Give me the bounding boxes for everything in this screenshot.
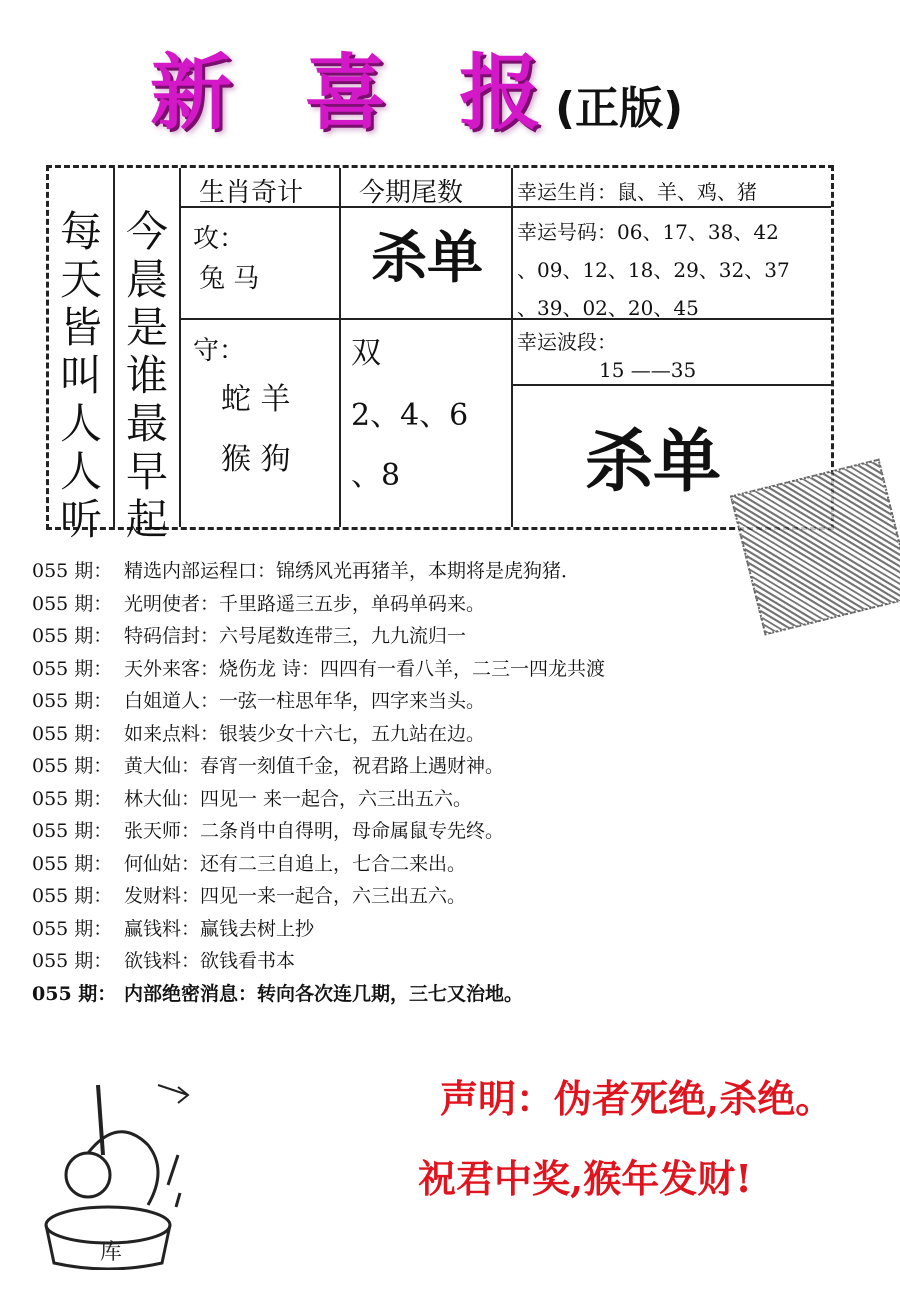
lucky-numbers-line3: 、39、02、20、45 bbox=[517, 296, 699, 320]
edition-label: (正版) bbox=[555, 83, 684, 134]
list-item bbox=[32, 719, 812, 752]
defend-label: 守： bbox=[193, 336, 246, 366]
attack-label: 攻： bbox=[193, 224, 246, 254]
period-label: 055 期： bbox=[32, 657, 113, 680]
attack-value: 兔 马 bbox=[199, 264, 260, 294]
tip-text: 黄大仙：春宵一刻值千金，祝君路上遇财神。 bbox=[124, 755, 505, 777]
divider bbox=[511, 384, 831, 386]
period-label: 055 期： bbox=[32, 917, 113, 940]
list-item bbox=[32, 556, 812, 589]
divider bbox=[179, 318, 511, 320]
header-tail-number: 今期尾数 bbox=[359, 178, 464, 208]
lucky-wave-label: 幸运波段： bbox=[517, 330, 617, 354]
defend-value-1: 蛇 羊 bbox=[221, 382, 291, 417]
tip-text: 张天师：二条肖中自得明，母命属鼠专先终。 bbox=[124, 820, 505, 842]
declaration: 声明：伪者死绝,杀绝。 bbox=[440, 1076, 834, 1121]
period-label: 055 期： bbox=[32, 722, 113, 745]
list-item bbox=[32, 914, 812, 947]
left-vertical-slogan: 每天皆叫人人听 bbox=[59, 207, 102, 544]
newspaper-title: 新 喜 报 bbox=[150, 45, 564, 141]
period-label: 055 期： bbox=[32, 950, 113, 972]
divider bbox=[511, 206, 831, 208]
list-item bbox=[32, 849, 812, 882]
wish-text: 祝君中奖,猴年发财! bbox=[418, 1156, 752, 1201]
period-label: 055 期： bbox=[32, 787, 113, 810]
list-item bbox=[32, 816, 812, 849]
divider bbox=[179, 168, 181, 527]
tip-text: 林大仙：四见一 来一起合，六三出五六。 bbox=[124, 787, 473, 810]
double-numbers-1: 2、4、6 bbox=[351, 398, 469, 433]
lucky-numbers-line2: 、09、12、18、29、32、37 bbox=[517, 258, 790, 282]
lucky-wave-value: 15 ——35 bbox=[599, 358, 697, 382]
tip-text: 何仙姑：还有二三自追上，七合二来出。 bbox=[124, 852, 467, 875]
list-item bbox=[32, 589, 812, 622]
lucky-zodiac: 幸运生肖：鼠、羊、鸡、猪 bbox=[517, 180, 757, 204]
list-item bbox=[32, 686, 812, 719]
double-numbers-2: 、8 bbox=[351, 458, 401, 493]
period-label: 055 期： bbox=[32, 690, 113, 712]
period-label: 055 期： bbox=[32, 560, 113, 582]
tip-text: 发财料：四见一来一起合，六三出五六。 bbox=[124, 885, 467, 907]
list-item bbox=[32, 654, 812, 687]
defend-value-2: 猴 狗 bbox=[221, 442, 291, 477]
tip-text: 内部绝密消息：转向各次连几期，三七又治地。 bbox=[124, 982, 524, 1005]
tips-list bbox=[32, 556, 812, 1011]
double-label: 双 bbox=[351, 336, 381, 371]
art-label: 库 bbox=[100, 1240, 123, 1265]
second-vertical-slogan: 今晨是谁最早起 bbox=[125, 207, 168, 544]
divider bbox=[339, 168, 341, 527]
period-label: 055 期： bbox=[32, 820, 113, 842]
kill-single-bottom: 杀单 bbox=[585, 423, 722, 502]
list-item bbox=[32, 621, 812, 654]
tip-text: 精选内部运程口：锦绣风光再猪羊，本期将是虎狗猪． bbox=[124, 560, 581, 582]
tip-text: 特码信封：六号尾数连带三，九九流归一 bbox=[124, 625, 467, 647]
period-label: 055 期： bbox=[32, 852, 113, 875]
period-label: 055 期： bbox=[32, 755, 113, 777]
list-item bbox=[32, 946, 812, 979]
period-label: 055 期： bbox=[32, 885, 113, 907]
tip-text: 白姐道人：一弦一柱思年华，四字来当头。 bbox=[124, 690, 486, 712]
tip-text: 天外来客：烧伤龙 诗：四四有一看八羊，二三一四龙共渡 bbox=[124, 657, 606, 680]
tip-text: 如来点料：银装少女十六七，五九站在边。 bbox=[124, 722, 486, 745]
monkey-illustration bbox=[28, 1075, 208, 1270]
tip-text: 光明使者：千里路遥三五步，单码单码来。 bbox=[124, 592, 486, 615]
kill-single-top: 杀单 bbox=[371, 226, 483, 291]
period-label: 055 期： bbox=[32, 625, 113, 647]
list-item bbox=[32, 881, 812, 914]
period-label: 055 期： bbox=[32, 982, 117, 1005]
period-label: 055 期： bbox=[32, 592, 113, 615]
list-item bbox=[32, 979, 812, 1012]
lucky-numbers-line1: 幸运号码：06、17、38、42 bbox=[517, 220, 779, 244]
tip-text: 欲钱料：欲钱看书本 bbox=[124, 950, 296, 972]
list-item bbox=[32, 784, 812, 817]
main-table bbox=[46, 165, 834, 544]
list-item bbox=[32, 751, 812, 784]
header-zodiac-plan: 生肖奇计 bbox=[199, 178, 304, 208]
tip-text: 赢钱料：赢钱去树上抄 bbox=[124, 917, 315, 940]
divider bbox=[511, 168, 513, 527]
divider bbox=[113, 168, 115, 527]
